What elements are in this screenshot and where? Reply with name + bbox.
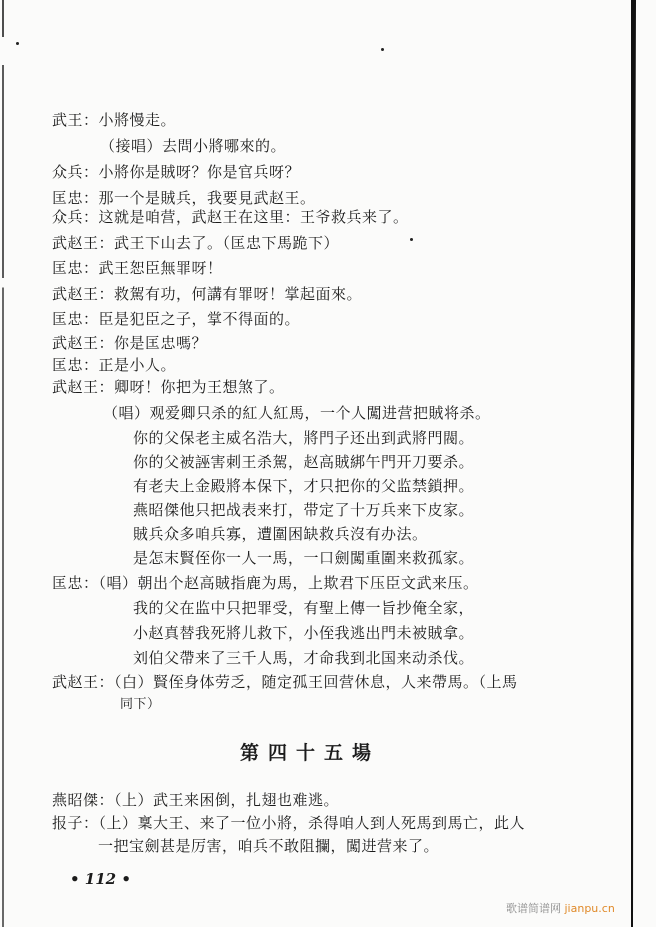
dialogue-line: [52, 188, 316, 208]
line-text: 我的父在监中只把罪受，有聖上傳一旨抄俺全家，: [133, 599, 475, 617]
dialogue-line: [52, 258, 223, 278]
speaker: 匡忠：: [52, 259, 99, 277]
speaker: 匡忠：: [52, 310, 99, 328]
speaker: 报子：: [52, 814, 99, 832]
song-line: [133, 428, 474, 448]
line-text: 小將你是賊呀？你是官兵呀？: [98, 163, 301, 181]
speaker: 武赵王：: [52, 285, 115, 303]
line-text: 卿呀！你把为王想煞了。: [114, 378, 285, 396]
scan-speck: [16, 42, 19, 45]
line-text: 同下）: [120, 697, 161, 712]
speaker: 武赵王：: [52, 334, 115, 352]
dialogue-line: [100, 136, 286, 156]
line-text: 你的父保老主威名浩大，將門子还出到武將門閥。: [133, 429, 475, 447]
line-text: 燕昭傑他只把战表来打，带定了十万兵来下皮家。: [133, 501, 475, 519]
song-line: [133, 598, 474, 618]
line-text: 有老夫上金殿將本保下，才只把你的父监禁鎖押。: [133, 477, 475, 495]
line-text: 武王下山去了。（匡忠下馬跪下）: [114, 234, 340, 252]
scan-right-border: [631, 0, 636, 927]
dialogue-line: [52, 573, 479, 593]
speaker: 众兵：: [52, 208, 99, 226]
page-number: • 112 •: [70, 870, 131, 888]
scene-title: 第四十五場: [240, 742, 381, 764]
line-text: （唱）观爱卿只杀的紅人紅馬，一个人闖进营把賊将杀。: [103, 404, 491, 422]
line-text: 賊兵众多咱兵寡，遭圍困缺救兵沒有办法。: [133, 525, 428, 543]
song-line: [133, 500, 474, 520]
line-text: 武王恕臣無罪呀！: [98, 259, 223, 277]
scan-speck: [410, 238, 413, 241]
line-text: （白）賢侄身体劳乏，随定孤王回营休息，人来帶馬。（上馬: [114, 673, 518, 691]
song-line: [133, 524, 428, 544]
dialogue-line: [52, 284, 362, 304]
speaker: 武赵王：: [52, 378, 115, 396]
speaker: 燕昭傑：: [52, 791, 115, 809]
scan-speck: [381, 48, 384, 51]
dialogue-line: [52, 672, 518, 692]
line-text: 你的父被誣害刺王杀駕，赵高賊綁午門开刀要杀。: [133, 453, 475, 471]
song-line: [133, 548, 474, 568]
dialogue-line: [52, 110, 176, 130]
speaker: 匡忠：: [52, 189, 99, 207]
line-text: 你是匡忠嗎？: [114, 334, 208, 352]
dialogue-line: [98, 836, 439, 856]
dialogue-line: [52, 162, 300, 182]
song-line: [133, 623, 474, 643]
scan-left-border: [2, 0, 4, 927]
song-line: [133, 476, 474, 496]
dialogue-line: [52, 309, 300, 329]
dialogue-line: [52, 790, 339, 810]
watermark-site: 歌谱简谱网: [506, 902, 561, 915]
line-text: 一把宝劍甚是厉害，咱兵不敢阻攔，闖进营来了。: [98, 837, 440, 855]
line-text: （接唱）去問小將哪來的。: [100, 137, 287, 155]
speaker: 武赵王：: [52, 234, 115, 252]
line-text: （唱）朝出个赵高賊指鹿为馬，上欺君下压臣文武来压。: [98, 574, 479, 592]
dialogue-line: [52, 233, 339, 253]
speaker: 匡忠：: [52, 574, 99, 592]
dialogue-line: [52, 813, 525, 833]
dialogue-line: [52, 333, 207, 353]
song-line: [133, 452, 474, 472]
speaker: 匡忠：: [52, 356, 99, 374]
dialogue-line: [52, 377, 285, 397]
line-text: 那一个是賊兵，我要見武赵王。: [98, 189, 316, 207]
song-line: [133, 648, 474, 668]
line-text: 这就是咱营，武赵王在这里：王爷救兵来了。: [98, 208, 409, 226]
line-text: 救駕有功，何講有罪呀！掌起面來。: [114, 285, 363, 303]
line-text: 是怎末賢侄你一人一馬，一口劍闖重圍来救孤家。: [133, 549, 475, 567]
song-line: [103, 403, 491, 423]
line-text: 刘伯父帶来了三千人馬，才命我到北国来动杀伐。: [133, 649, 475, 667]
dialogue-line: [52, 207, 409, 227]
line-text: 臣是犯臣之子，掌不得面的。: [98, 310, 301, 328]
speaker: 武王：: [52, 111, 99, 129]
watermark: [506, 900, 615, 916]
line-text: （上）稟大王、来了一位小將，杀得咱人到人死馬到馬亡，此人: [98, 814, 526, 832]
watermark-url: jianpu.cn: [564, 902, 615, 915]
line-text: 正是小人。: [98, 356, 177, 374]
line-text: 小赵真替我死將儿救下，小侄我逃出門未被賊拿。: [133, 624, 475, 642]
line-text: （上）武王来困倒，扎翅也难逃。: [114, 791, 340, 809]
line-text: 小將慢走。: [98, 111, 177, 129]
dialogue-line: [52, 355, 176, 375]
stage-direction: [120, 695, 161, 715]
speaker: 武赵王：: [52, 673, 115, 691]
speaker: 众兵：: [52, 163, 99, 181]
